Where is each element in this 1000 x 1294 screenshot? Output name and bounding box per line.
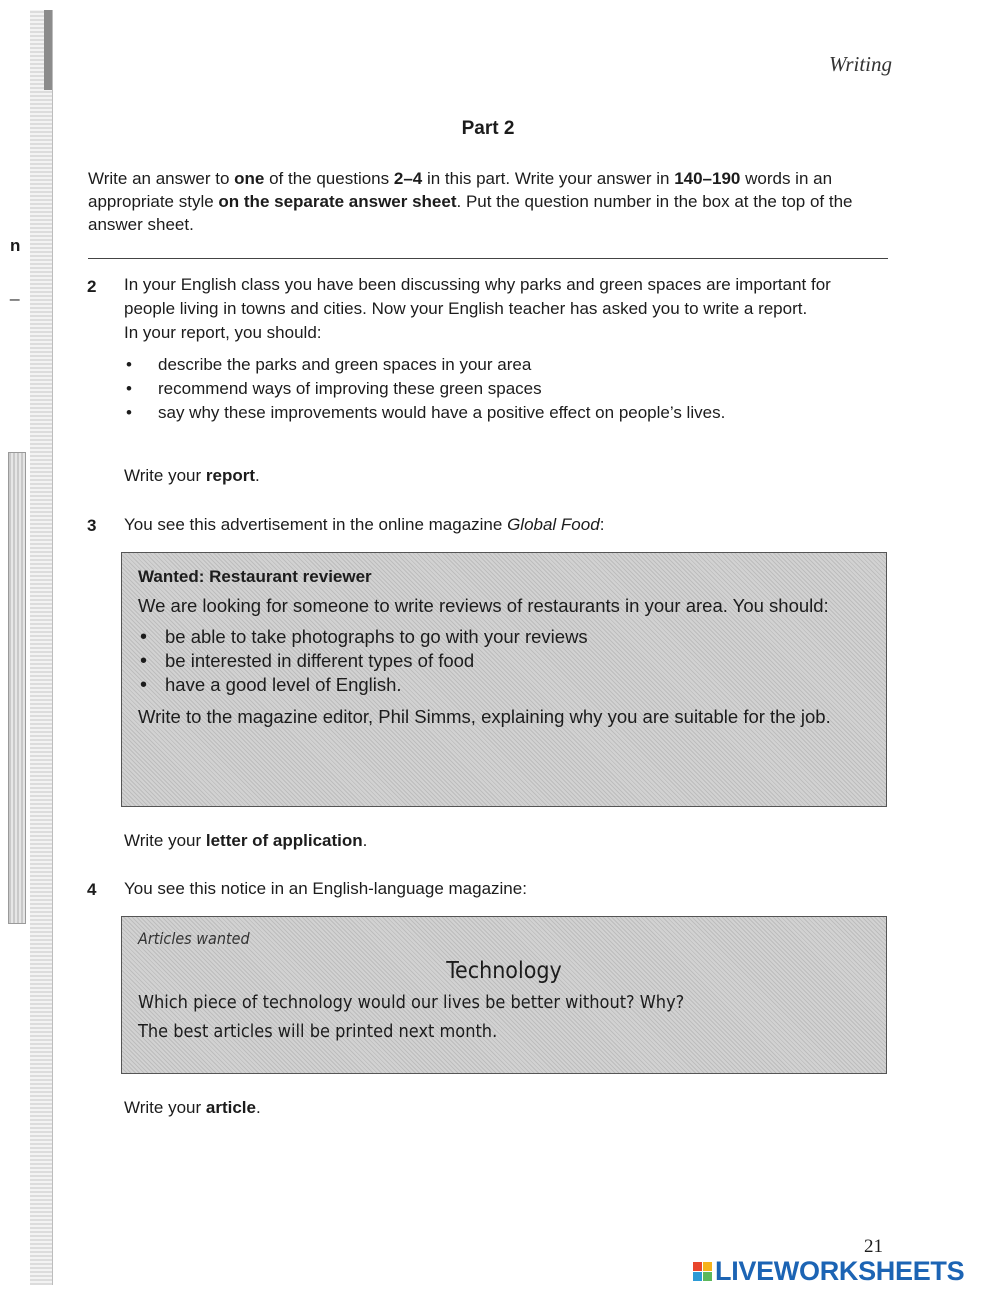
articles-wanted-notice	[121, 916, 887, 1074]
bullet-item: • say why these improvements would have a positive effect on people’s lives.	[124, 401, 884, 425]
page-side-tab	[8, 452, 26, 924]
task-prefix: Write your	[124, 466, 206, 485]
notice-note: The best articles will be printed next month.	[138, 1021, 498, 1042]
question-2-number: 2	[87, 277, 97, 296]
intro-prefix: You see this advertisement in the online magazine	[124, 515, 508, 534]
logo-grid-icon	[693, 1262, 712, 1281]
instr-text: . Put the question number in the box at the top of the answer sheet.	[88, 192, 853, 234]
bullet-item: • be interested in different types of food	[138, 649, 870, 673]
logo-square	[703, 1272, 712, 1281]
part-instructions	[88, 167, 893, 236]
logo-square	[703, 1262, 712, 1271]
question-2-task	[124, 466, 260, 486]
liveworksheets-logo	[693, 1256, 964, 1287]
advert-title: Wanted: Restaurant reviewer	[138, 567, 372, 586]
instr-bold-wordcount: 140–190	[674, 169, 741, 188]
magazine-title: Global Food	[507, 515, 600, 534]
question-2-lead: In your report, you should:	[124, 323, 322, 342]
advert-body: We are looking for someone to write reviews of restaurants in your area. You should:	[138, 595, 829, 616]
intro-suffix: :	[599, 515, 605, 534]
instr-bold-one: one	[234, 169, 265, 188]
notice-question: Which piece of technology would our lives be better without? Why?	[138, 992, 685, 1013]
task-prefix: Write your	[124, 1098, 206, 1117]
bullet-item: • have a good level of English.	[138, 673, 870, 697]
instr-bold-answer-sheet: on the separate answer sheet	[218, 192, 457, 211]
running-head: Writing	[828, 52, 892, 76]
part-title: Part 2	[461, 118, 515, 139]
task-type: article	[205, 1098, 256, 1117]
question-3-number: 3	[87, 516, 97, 535]
bullet-item: • describe the parks and green spaces in your area	[124, 353, 884, 377]
margin-letter: n	[10, 236, 21, 255]
task-type: letter of application	[205, 831, 363, 850]
bullet-item: • recommend ways of improving these green spaces	[124, 377, 884, 401]
task-suffix: .	[362, 831, 368, 850]
question-3-intro	[124, 513, 884, 537]
logo-square	[693, 1272, 702, 1281]
question-4-task	[124, 1098, 261, 1118]
page-spine-shadow	[30, 10, 53, 1285]
instr-text: words in an appropriate style	[88, 169, 833, 211]
advert-closing: Write to the magazine editor, Phil Simms, explaining why you are suitable for the job.	[138, 706, 831, 727]
notice-label: Articles wanted	[138, 929, 250, 948]
section-divider	[88, 258, 888, 259]
bullet-item: • be able to take photographs to go with your reviews	[138, 625, 870, 649]
notice-title: Technology	[446, 958, 562, 984]
instr-text: of the questions	[264, 169, 394, 188]
instr-text: Write an answer to	[88, 169, 235, 188]
advert-bullets	[138, 625, 870, 697]
instr-bold-range: 2–4	[393, 169, 423, 188]
restaurant-reviewer-advert	[121, 552, 887, 807]
question-3-task	[124, 831, 367, 851]
question-2-bullets	[124, 353, 884, 425]
question-4-intro: You see this notice in an English-language magazine:	[124, 879, 527, 898]
question-4-number: 4	[87, 880, 97, 899]
spine-dark-edge	[44, 10, 52, 90]
task-suffix: .	[255, 466, 260, 485]
margin-mark: _	[10, 282, 20, 301]
logo-wordmark: LIVEWORKSHEETS	[715, 1256, 965, 1286]
logo-square	[693, 1262, 702, 1271]
task-prefix: Write your	[124, 831, 206, 850]
question-2	[124, 273, 884, 425]
question-2-intro: In your English class you have been discussing why parks and green spaces are important for people living in towns and cities. Now your English teacher has asked you to write a report.	[124, 275, 831, 318]
page-number: 21	[864, 1236, 883, 1257]
instr-text: in this part. Write your answer in	[422, 169, 675, 188]
task-type: report	[205, 466, 255, 485]
task-suffix: .	[255, 1098, 261, 1117]
